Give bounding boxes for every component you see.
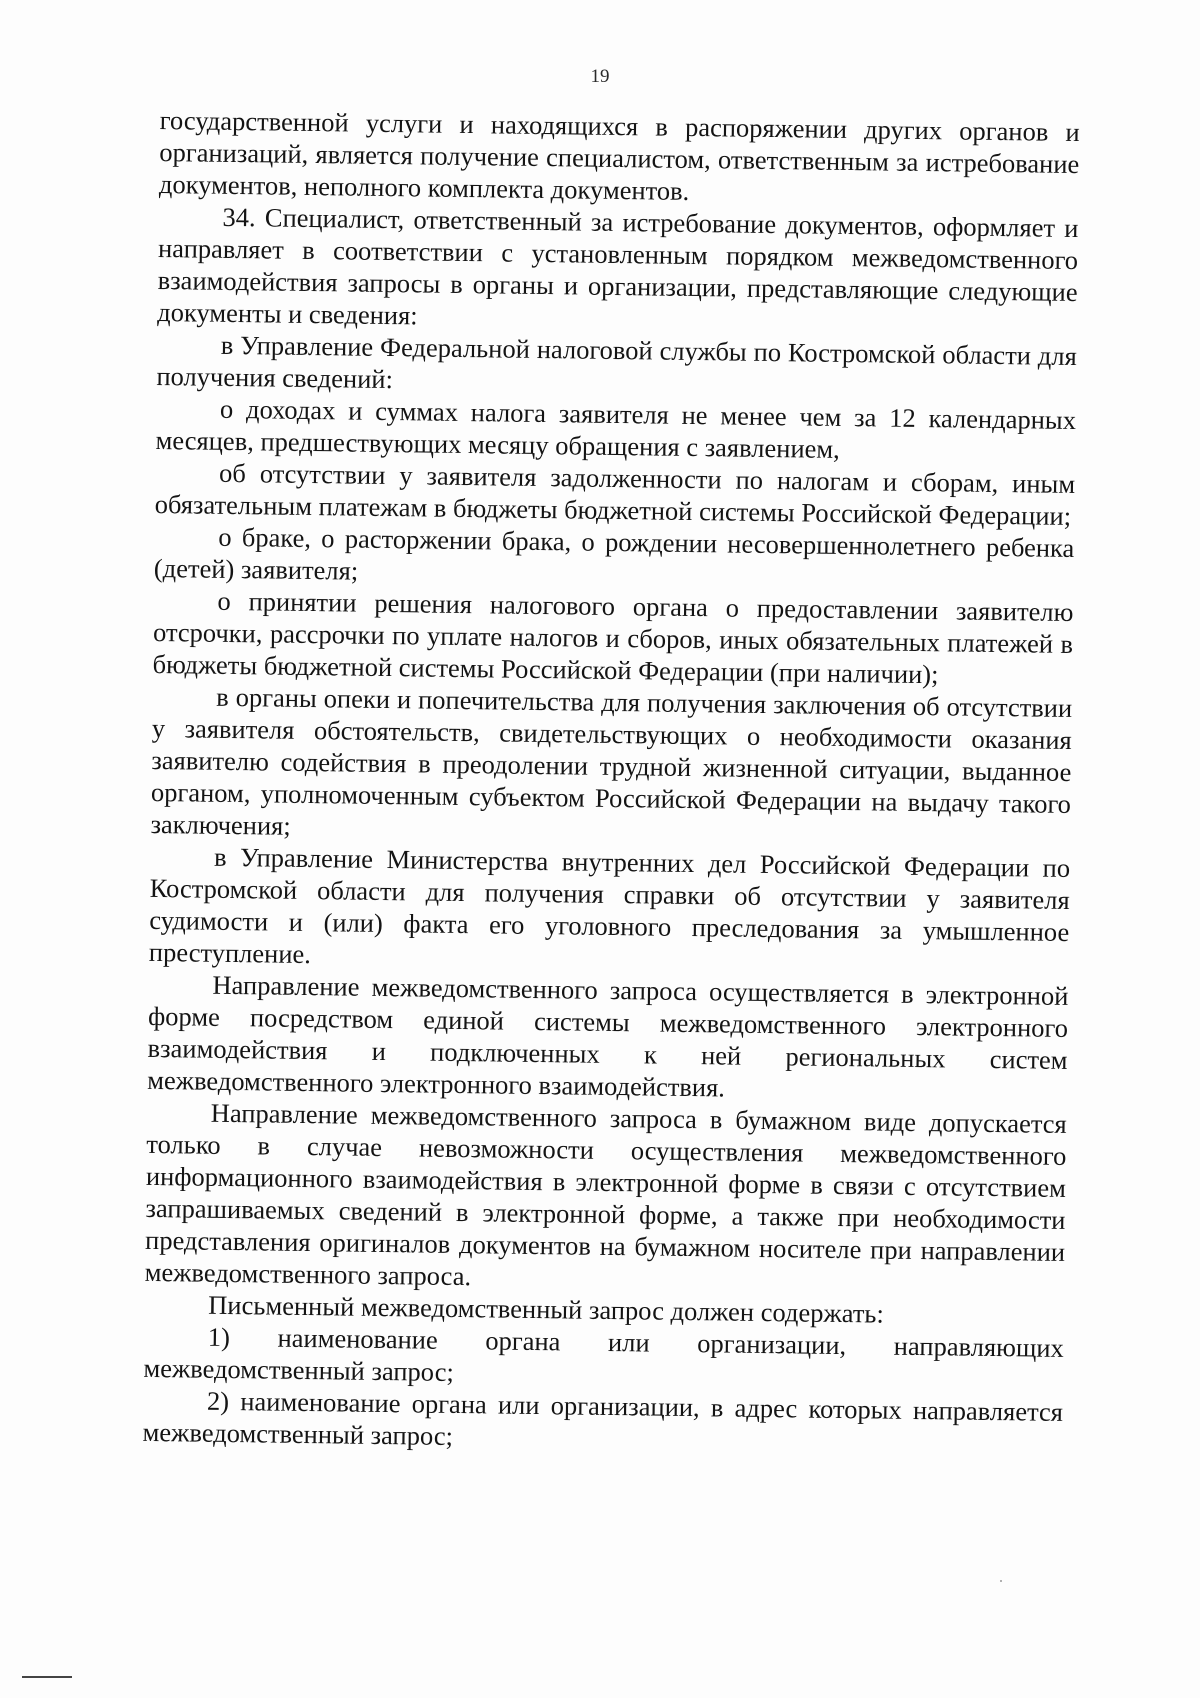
paragraph-item-34: 34. Специалист, ответственный за истребование документов, оформляет и направляет в соответствии с установленным порядком межведомственного взаимодействия запросы в органы и организации, представляющие следующие документы и сведения:	[157, 201, 1079, 331]
paragraph-deferral-info: о принятии решения налогового органа о предоставлении заявителю отсрочки, рассрочки по уплате налогов и сборов, иных обязательных платежей в бюджеты бюджетной системы Российской Федерации (при наличии);	[152, 585, 1074, 690]
paragraph-fns-request: в Управление Федеральной налоговой службы по Костромской области для получения сведений:	[156, 329, 1077, 395]
list-item-2: 2) наименование органа или организации, в адрес которых направляется межведомственный запрос;	[142, 1385, 1064, 1451]
scan-edge-mark	[22, 1676, 72, 1678]
document-body	[142, 104, 1080, 1460]
paragraph-income-info: о доходах и суммах налога заявителя не менее чем за 12 календарных месяцев, предшествующих месяцу обращения с заявлением,	[155, 393, 1077, 464]
paragraph-guardianship-request: в органы опеки и попечительства для получения заключения об отсутствии у заявителя обстоятельств, свидетельствующих о необходимости оказания заявителю содействия в преодолении трудной жизненной ситуации, выданное органом, уполномоченным субъектом Российской Федерации на выдачу такого заключения;	[150, 681, 1073, 841]
paragraph-paper-request: Направление межведомственного запроса в бумажном виде допускается только в случае невозможности осуществления межведомственного информационного взаимодействия в электронной форме в связи с отсутствием запрашиваемых сведений в электронной форме, а также при необходимости представления оригиналов документов на бумажном носителе при направлении межведомственного запроса.	[144, 1097, 1067, 1292]
paragraph-request-contents: Письменный межведомственный запрос должен содержать:	[208, 1289, 885, 1329]
paragraph-electronic-request: Направление межведомственного запроса осуществляется в электронной форме посредством единой системы межведомственного электронного взаимодействия и подключенных к ней региональных систем межведомственного электронного взаимодействия.	[147, 969, 1069, 1103]
scan-speck	[1000, 1580, 1002, 1582]
paragraph-continuation: государственной услуги и находящихся в распоряжении других органов и организаций, является получение специалистом, ответственным за истребование документов, неполного комплекта документов.	[158, 104, 1080, 206]
paragraph-mvd-request: в Управление Министерства внутренних дел Российской Федерации по Костромской области для получения справки об отсутствии у заявителя судимости и (или) факта его уголовного преследования за умышленное преступление.	[148, 841, 1071, 970]
paragraph-marriage-info: о браке, о расторжении брака, о рождении несовершеннолетнего ребенка (детей) заявителя;	[153, 521, 1075, 586]
list-item-1: 1) наименование органа или организации, направляющих межведомственный запрос;	[143, 1321, 1064, 1387]
paragraph-tax-debt-info: об отсутствии у заявителя задолженности по налогам и сборам, иным обязательным платежам в бюджеты бюджетной системы Российской Федерации;	[154, 457, 1076, 531]
page-number: 19	[590, 66, 610, 87]
